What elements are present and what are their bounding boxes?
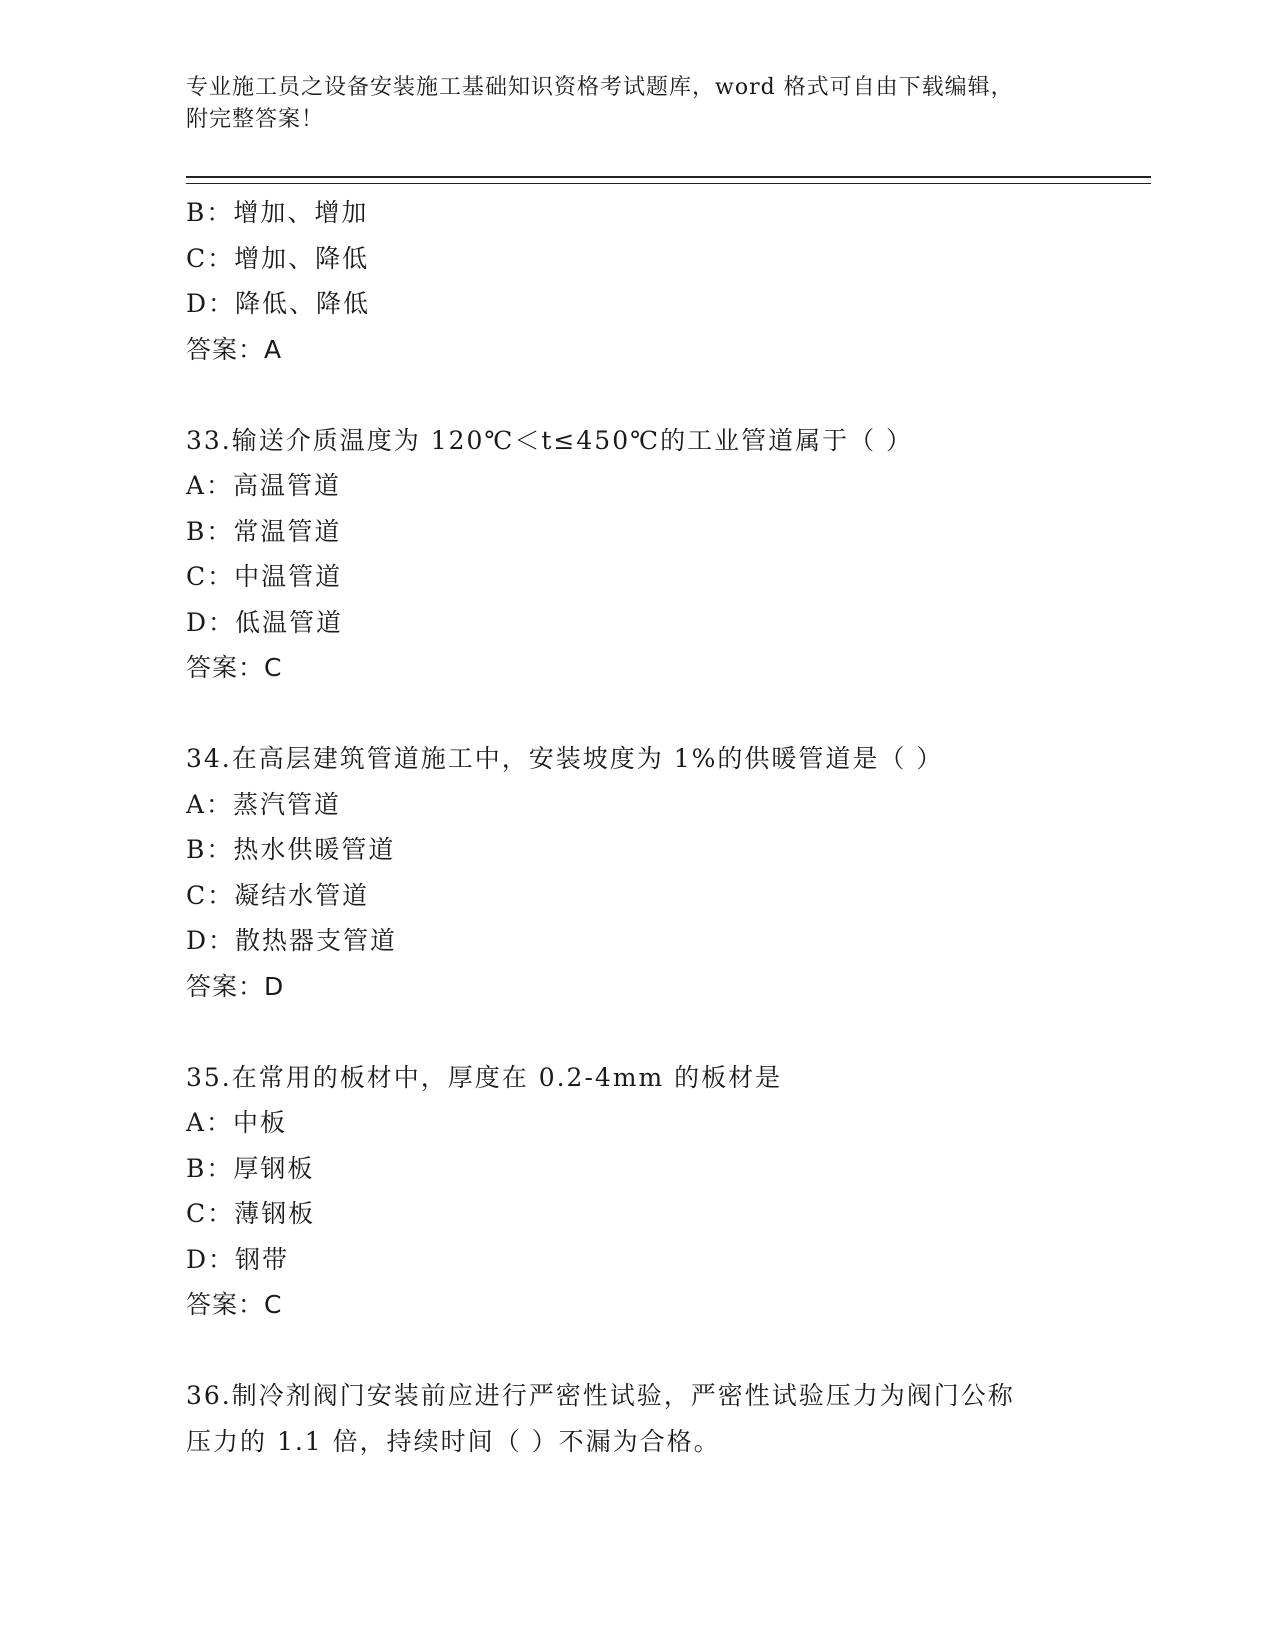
spacer <box>186 1328 1086 1374</box>
header-divider <box>186 176 1151 184</box>
answer-label: 答案： <box>186 334 265 364</box>
answer-value: D <box>264 971 285 1001</box>
option-b: B：热水供暖管道 <box>186 835 396 864</box>
question-33 <box>186 418 1086 691</box>
option-a: A：中板 <box>186 1108 288 1137</box>
spacer <box>186 372 1086 418</box>
option-b: B：常温管道 <box>186 516 342 546</box>
answer-line <box>186 964 1086 1010</box>
answer-line <box>186 327 1086 373</box>
option-d: D：散热器支管道 <box>186 926 398 955</box>
answer-line <box>186 1282 1086 1328</box>
question-35 <box>186 1055 1086 1328</box>
option-b: B：厚钢板 <box>186 1153 315 1183</box>
question-32-continued <box>186 190 1086 372</box>
question-stem: 35.在常用的板材中，厚度在 0.2-4mm 的板材是 <box>186 1062 783 1092</box>
option-c: C：薄钢板 <box>186 1199 316 1228</box>
answer-value: C <box>264 653 283 682</box>
question-36 <box>186 1373 1086 1464</box>
question-stem-line-1: 36.制冷剂阀门安装前应进行严密性试验，严密性试验压力为阀门公称 <box>186 1381 1015 1410</box>
answer-value: C <box>264 1290 283 1319</box>
question-stem-line-2: 压力的 1.1 倍，持续时间（ ）不漏为合格。 <box>186 1426 721 1456</box>
option-d: D：钢带 <box>186 1244 290 1274</box>
spacer <box>186 691 1086 737</box>
answer-label: 答案： <box>186 1290 265 1319</box>
option-c: C：中温管道 <box>186 562 343 591</box>
answer-label: 答案： <box>186 653 265 682</box>
question-stem: 33.输送介质温度为 120℃＜t≤450℃的工业管道属于（ ） <box>186 425 914 455</box>
header-line-2: 附完整答案！ <box>186 107 325 132</box>
header-line-1: 专业施工员之设备安装施工基础知识资格考试题库，word 格式可自由下载编辑， <box>186 75 1014 100</box>
question-stem: 34.在高层建筑管道施工中，安装坡度为 1%的供暖管道是（ ） <box>186 744 944 773</box>
option-c: C：增加、降低 <box>186 243 370 273</box>
answer-label: 答案： <box>186 971 265 1001</box>
question-34 <box>186 736 1086 1009</box>
answer-value: A <box>264 334 283 364</box>
option-c: C：凝结水管道 <box>186 880 370 910</box>
option-d: D：低温管道 <box>186 607 344 637</box>
question-list <box>186 190 1086 1464</box>
option-a: A：高温管道 <box>186 471 342 500</box>
spacer <box>186 1009 1086 1055</box>
page-header <box>186 72 1086 136</box>
option-b: B：增加、增加 <box>186 198 369 227</box>
option-d: D：降低、降低 <box>186 289 371 318</box>
answer-line <box>186 645 1086 691</box>
option-a: A：蒸汽管道 <box>186 789 342 819</box>
